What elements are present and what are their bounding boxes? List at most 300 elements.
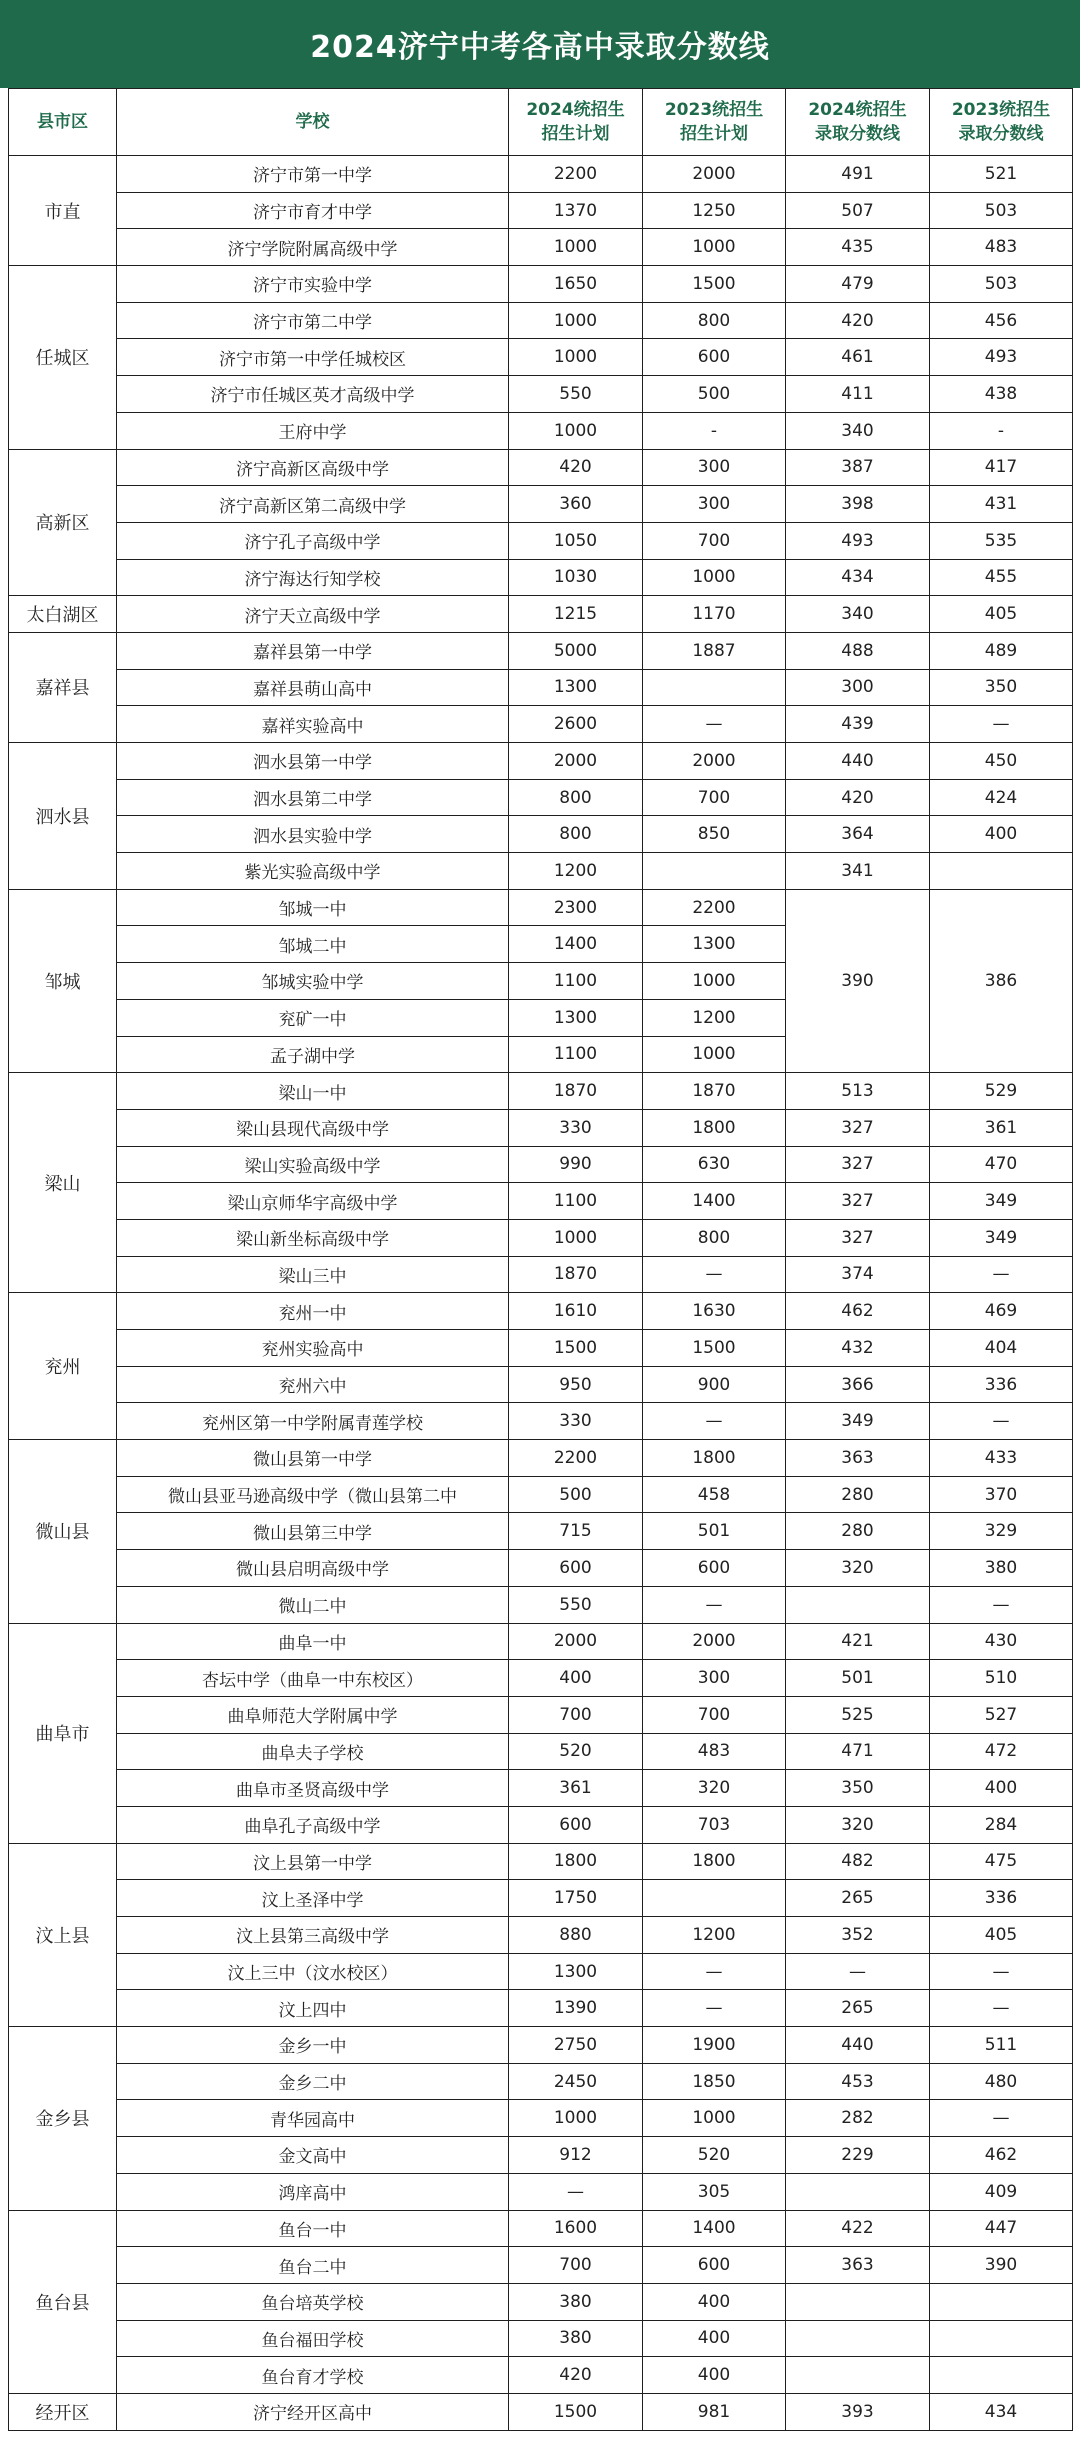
- school-cell: 梁山新坐标高级中学: [117, 1219, 509, 1256]
- header-score-2024: 2024统招生 录取分数线: [786, 89, 930, 156]
- plan-2024-cell: 400: [509, 1660, 643, 1697]
- school-cell: 泗水县第一中学: [117, 743, 509, 780]
- school-cell: 邹城实验中学: [117, 963, 509, 1000]
- plan-2023-cell: 2000: [643, 743, 786, 780]
- county-cell: 任城区: [9, 266, 117, 449]
- table-row: [9, 1696, 1073, 1733]
- table-row: [9, 192, 1073, 229]
- plan-2023-cell: 900: [643, 1366, 786, 1403]
- plan-2023-cell: 1500: [643, 1330, 786, 1367]
- score-2024-cell: 327: [786, 1146, 930, 1183]
- score-2024-cell: 350: [786, 1770, 930, 1807]
- school-cell: 泗水县实验中学: [117, 816, 509, 853]
- plan-2024-cell: 800: [509, 816, 643, 853]
- score-2023-cell: 438: [930, 376, 1073, 413]
- score-2023-cell: 329: [930, 1513, 1073, 1550]
- plan-2023-cell: —: [643, 1586, 786, 1623]
- plan-2023-cell: [643, 1880, 786, 1917]
- school-cell: 汶上三中（汶水校区）: [117, 1953, 509, 1990]
- school-cell: 汶上四中: [117, 1990, 509, 2027]
- plan-2023-cell: 2000: [643, 1623, 786, 1660]
- school-cell: 曲阜夫子学校: [117, 1733, 509, 1770]
- plan-2024-cell: 1500: [509, 2393, 643, 2430]
- score-2023-cell: —: [930, 2100, 1073, 2137]
- score-2023-cell: 450: [930, 743, 1073, 780]
- plan-2023-cell: 400: [643, 2283, 786, 2320]
- table-row: [9, 1917, 1073, 1954]
- plan-2023-cell: 800: [643, 1219, 786, 1256]
- plan-2023-cell: 1000: [643, 1036, 786, 1073]
- score-2024-cell: 363: [786, 1440, 930, 1477]
- table-row: [9, 2100, 1073, 2137]
- table-row: [9, 229, 1073, 266]
- table-row: [9, 1476, 1073, 1513]
- school-cell: 曲阜市圣贤高级中学: [117, 1770, 509, 1807]
- plan-2024-cell: 2450: [509, 2063, 643, 2100]
- school-cell: 金乡一中: [117, 2027, 509, 2064]
- school-cell: 微山二中: [117, 1586, 509, 1623]
- plan-2023-cell: 2000: [643, 156, 786, 193]
- table-body: [9, 156, 1073, 2431]
- score-2023-cell: 510: [930, 1660, 1073, 1697]
- school-cell: 济宁市第一中学任城校区: [117, 339, 509, 376]
- plan-2024-cell: 2000: [509, 743, 643, 780]
- table-row: [9, 1660, 1073, 1697]
- score-2024-cell: 320: [786, 1550, 930, 1587]
- table-row: [9, 1403, 1073, 1440]
- table-row: [9, 376, 1073, 413]
- score-2024-cell: [786, 2357, 930, 2394]
- score-2024-cell: 280: [786, 1513, 930, 1550]
- school-cell: 济宁孔子高级中学: [117, 522, 509, 559]
- table-row: [9, 779, 1073, 816]
- table-row: [9, 1330, 1073, 1367]
- score-2024-cell: 493: [786, 522, 930, 559]
- plan-2024-cell: 1370: [509, 192, 643, 229]
- score-2024-cell: 341: [786, 853, 930, 890]
- score-2024-cell: 393: [786, 2393, 930, 2430]
- plan-2024-cell: 1600: [509, 2210, 643, 2247]
- plan-2024-cell: 1870: [509, 1073, 643, 1110]
- school-cell: 鱼台一中: [117, 2210, 509, 2247]
- table-row: [9, 2357, 1073, 2394]
- plan-2023-cell: —: [643, 1990, 786, 2027]
- score-2024-cell: [786, 2320, 930, 2357]
- table-row: [9, 2137, 1073, 2174]
- school-cell: 微山县亚马逊高级中学（微山县第二中: [117, 1476, 509, 1513]
- table-row: [9, 1440, 1073, 1477]
- plan-2023-cell: 1400: [643, 1183, 786, 1220]
- score-2024-cell: [786, 2283, 930, 2320]
- score-2024-cell: 364: [786, 816, 930, 853]
- table-row: [9, 1586, 1073, 1623]
- county-cell: 经开区: [9, 2393, 117, 2430]
- score-2023-cell: 469: [930, 1293, 1073, 1330]
- school-cell: 微山县第一中学: [117, 1440, 509, 1477]
- table-row: [9, 1806, 1073, 1843]
- score-2024-cell: 300: [786, 669, 930, 706]
- table-row: [9, 2063, 1073, 2100]
- plan-2023-cell: 1170: [643, 596, 786, 633]
- plan-2023-cell: 1000: [643, 2100, 786, 2137]
- score-2024-cell: 280: [786, 1476, 930, 1513]
- county-cell: 市直: [9, 156, 117, 266]
- county-cell: 嘉祥县: [9, 632, 117, 742]
- plan-2023-cell: 1400: [643, 2210, 786, 2247]
- table-row: [9, 266, 1073, 303]
- table-row: [9, 302, 1073, 339]
- plan-2023-cell: 1800: [643, 1440, 786, 1477]
- school-cell: 济宁学院附属高级中学: [117, 229, 509, 266]
- county-cell: 微山县: [9, 1440, 117, 1623]
- county-cell: 太白湖区: [9, 596, 117, 633]
- score-2023-cell: 470: [930, 1146, 1073, 1183]
- table-row: [9, 1513, 1073, 1550]
- page-title: 2024济宁中考各高中录取分数线: [0, 0, 1080, 88]
- score-2023-cell: 409: [930, 2173, 1073, 2210]
- plan-2024-cell: 1100: [509, 1183, 643, 1220]
- plan-2023-cell: 700: [643, 1696, 786, 1733]
- plan-2024-cell: 361: [509, 1770, 643, 1807]
- school-cell: 嘉祥实验高中: [117, 706, 509, 743]
- school-cell: 鱼台二中: [117, 2247, 509, 2284]
- score-2024-cell: 411: [786, 376, 930, 413]
- score-2023-cell: 434: [930, 2393, 1073, 2430]
- score-2023-cell: 405: [930, 1917, 1073, 1954]
- school-cell: 鱼台育才学校: [117, 2357, 509, 2394]
- school-cell: 汶上县第三高级中学: [117, 1917, 509, 1954]
- plan-2024-cell: 2600: [509, 706, 643, 743]
- plan-2024-cell: 1400: [509, 926, 643, 963]
- score-2023-cell: 405: [930, 596, 1073, 633]
- county-cell: 泗水县: [9, 743, 117, 890]
- score-2023-cell: —: [930, 1586, 1073, 1623]
- table-row: [9, 2173, 1073, 2210]
- header-school: 学校: [117, 89, 509, 156]
- plan-2024-cell: 700: [509, 2247, 643, 2284]
- score-2023-cell: [930, 2320, 1073, 2357]
- county-cell: 汶上县: [9, 1843, 117, 2026]
- score-2023-cell: 361: [930, 1109, 1073, 1146]
- plan-2024-cell: 420: [509, 449, 643, 486]
- table-row: [9, 816, 1073, 853]
- table-row: [9, 1219, 1073, 1256]
- plan-2023-cell: -: [643, 412, 786, 449]
- score-2024-cell: 349: [786, 1403, 930, 1440]
- table-row: [9, 632, 1073, 669]
- table-row: [9, 156, 1073, 193]
- plan-2024-cell: 2200: [509, 1440, 643, 1477]
- plan-2024-cell: 800: [509, 779, 643, 816]
- score-2023-cell: 511: [930, 2027, 1073, 2064]
- score-2024-cell: 390: [786, 889, 930, 1072]
- plan-2023-cell: 300: [643, 486, 786, 523]
- plan-2023-cell: 600: [643, 2247, 786, 2284]
- table-row: [9, 669, 1073, 706]
- score-2024-cell: 461: [786, 339, 930, 376]
- school-cell: 青华园高中: [117, 2100, 509, 2137]
- table-row: [9, 412, 1073, 449]
- school-cell: 济宁高新区第二高级中学: [117, 486, 509, 523]
- score-2023-cell: 456: [930, 302, 1073, 339]
- plan-2024-cell: 1200: [509, 853, 643, 890]
- score-2023-cell: 431: [930, 486, 1073, 523]
- score-2024-cell: 422: [786, 2210, 930, 2247]
- score-2024-cell: 374: [786, 1256, 930, 1293]
- table-row: [9, 1880, 1073, 1917]
- plan-2024-cell: 330: [509, 1403, 643, 1440]
- header-row: [9, 89, 1073, 156]
- plan-2023-cell: —: [643, 706, 786, 743]
- score-2023-cell: 424: [930, 779, 1073, 816]
- plan-2023-cell: 520: [643, 2137, 786, 2174]
- school-cell: 兖州区第一中学附属青莲学校: [117, 1403, 509, 1440]
- plan-2024-cell: 990: [509, 1146, 643, 1183]
- plan-2023-cell: [643, 853, 786, 890]
- score-2023-cell: 535: [930, 522, 1073, 559]
- school-cell: 梁山一中: [117, 1073, 509, 1110]
- plan-2023-cell: 1200: [643, 1917, 786, 1954]
- score-2024-cell: 327: [786, 1219, 930, 1256]
- school-cell: 兖矿一中: [117, 999, 509, 1036]
- score-2023-cell: 390: [930, 2247, 1073, 2284]
- score-2023-cell: 284: [930, 1806, 1073, 1843]
- school-cell: 曲阜师范大学附属中学: [117, 1696, 509, 1733]
- table-row: [9, 339, 1073, 376]
- score-2024-cell: 282: [786, 2100, 930, 2137]
- table-row: [9, 2320, 1073, 2357]
- score-2023-cell: [930, 2283, 1073, 2320]
- score-2023-cell: 475: [930, 1843, 1073, 1880]
- plan-2024-cell: —: [509, 2173, 643, 2210]
- score-2024-cell: 482: [786, 1843, 930, 1880]
- plan-2023-cell: 1000: [643, 559, 786, 596]
- plan-2024-cell: 1030: [509, 559, 643, 596]
- plan-2024-cell: 1500: [509, 1330, 643, 1367]
- school-cell: 鱼台培英学校: [117, 2283, 509, 2320]
- plan-2024-cell: 5000: [509, 632, 643, 669]
- school-cell: 汶上圣泽中学: [117, 1880, 509, 1917]
- county-cell: 金乡县: [9, 2027, 117, 2210]
- score-2023-cell: —: [930, 706, 1073, 743]
- score-2023-cell: 400: [930, 1770, 1073, 1807]
- score-2023-cell: 489: [930, 632, 1073, 669]
- score-2023-cell: 404: [930, 1330, 1073, 1367]
- score-2023-cell: 483: [930, 229, 1073, 266]
- school-cell: 梁山县现代高级中学: [117, 1109, 509, 1146]
- plan-2024-cell: 550: [509, 1586, 643, 1623]
- score-2024-cell: 491: [786, 156, 930, 193]
- score-2024-cell: 340: [786, 412, 930, 449]
- table-row: [9, 596, 1073, 633]
- score-2023-cell: [930, 853, 1073, 890]
- school-cell: 金乡二中: [117, 2063, 509, 2100]
- plan-2023-cell: 1200: [643, 999, 786, 1036]
- plan-2023-cell: 1000: [643, 963, 786, 1000]
- school-cell: 济宁市实验中学: [117, 266, 509, 303]
- plan-2024-cell: 380: [509, 2283, 643, 2320]
- plan-2023-cell: 600: [643, 339, 786, 376]
- table-row: [9, 743, 1073, 780]
- plan-2024-cell: 1100: [509, 963, 643, 1000]
- plan-2024-cell: 1000: [509, 1219, 643, 1256]
- school-cell: 王府中学: [117, 412, 509, 449]
- plan-2024-cell: 1300: [509, 669, 643, 706]
- score-2024-cell: 501: [786, 1660, 930, 1697]
- score-2024-cell: 462: [786, 1293, 930, 1330]
- table-row: [9, 853, 1073, 890]
- plan-2023-cell: 1900: [643, 2027, 786, 2064]
- score-2024-cell: 421: [786, 1623, 930, 1660]
- plan-2024-cell: 1870: [509, 1256, 643, 1293]
- plan-2024-cell: 950: [509, 1366, 643, 1403]
- plan-2024-cell: 1300: [509, 999, 643, 1036]
- table-row: [9, 449, 1073, 486]
- score-2023-cell: 386: [930, 889, 1073, 1072]
- score-2023-cell: 349: [930, 1183, 1073, 1220]
- plan-2024-cell: 550: [509, 376, 643, 413]
- school-cell: 济宁高新区高级中学: [117, 449, 509, 486]
- plan-2024-cell: 1300: [509, 1953, 643, 1990]
- plan-2024-cell: 330: [509, 1109, 643, 1146]
- score-2023-cell: 472: [930, 1733, 1073, 1770]
- plan-2023-cell: 1250: [643, 192, 786, 229]
- table-row: [9, 1366, 1073, 1403]
- score-2023-cell: —: [930, 1403, 1073, 1440]
- score-2023-cell: -: [930, 412, 1073, 449]
- plan-2024-cell: 1000: [509, 412, 643, 449]
- plan-2023-cell: 1630: [643, 1293, 786, 1330]
- school-cell: 鸿庠高中: [117, 2173, 509, 2210]
- score-2023-cell: [930, 2357, 1073, 2394]
- score-2023-cell: 493: [930, 339, 1073, 376]
- plan-2024-cell: 700: [509, 1696, 643, 1733]
- score-2023-cell: 400: [930, 816, 1073, 853]
- score-2024-cell: 363: [786, 2247, 930, 2284]
- plan-2024-cell: 880: [509, 1917, 643, 1954]
- plan-2024-cell: 1610: [509, 1293, 643, 1330]
- table-row: [9, 1073, 1073, 1110]
- plan-2023-cell: 1800: [643, 1843, 786, 1880]
- plan-2023-cell: 501: [643, 1513, 786, 1550]
- table-row: [9, 1146, 1073, 1183]
- plan-2024-cell: 1050: [509, 522, 643, 559]
- plan-2023-cell: —: [643, 1403, 786, 1440]
- plan-2024-cell: 420: [509, 2357, 643, 2394]
- plan-2023-cell: 305: [643, 2173, 786, 2210]
- plan-2023-cell: 1870: [643, 1073, 786, 1110]
- score-2024-cell: 453: [786, 2063, 930, 2100]
- score-2024-cell: 471: [786, 1733, 930, 1770]
- school-cell: 梁山三中: [117, 1256, 509, 1293]
- table-row: [9, 486, 1073, 523]
- score-2023-cell: 521: [930, 156, 1073, 193]
- plan-2023-cell: 700: [643, 779, 786, 816]
- score-2023-cell: —: [930, 1953, 1073, 1990]
- score-2023-cell: 336: [930, 1880, 1073, 1917]
- school-cell: 微山县启明高级中学: [117, 1550, 509, 1587]
- school-cell: 嘉祥县第一中学: [117, 632, 509, 669]
- plan-2023-cell: —: [643, 1256, 786, 1293]
- school-cell: 曲阜孔子高级中学: [117, 1806, 509, 1843]
- plan-2024-cell: 380: [509, 2320, 643, 2357]
- plan-2024-cell: 715: [509, 1513, 643, 1550]
- score-2024-cell: 435: [786, 229, 930, 266]
- score-2023-cell: 447: [930, 2210, 1073, 2247]
- score-2023-cell: 336: [930, 1366, 1073, 1403]
- plan-2023-cell: 1800: [643, 1109, 786, 1146]
- table-row: [9, 2027, 1073, 2064]
- plan-2024-cell: 1000: [509, 229, 643, 266]
- plan-2023-cell: 600: [643, 1550, 786, 1587]
- score-2023-cell: 417: [930, 449, 1073, 486]
- plan-2024-cell: 2300: [509, 889, 643, 926]
- plan-2023-cell: 630: [643, 1146, 786, 1183]
- score-2024-cell: 420: [786, 779, 930, 816]
- score-2024-cell: 525: [786, 1696, 930, 1733]
- plan-2023-cell: 1000: [643, 229, 786, 266]
- county-cell: 兖州: [9, 1293, 117, 1440]
- school-cell: 汶上县第一中学: [117, 1843, 509, 1880]
- table-row: [9, 1293, 1073, 1330]
- school-cell: 济宁经开区高中: [117, 2393, 509, 2430]
- plan-2023-cell: —: [643, 1953, 786, 1990]
- county-cell: 曲阜市: [9, 1623, 117, 1843]
- plan-2024-cell: 1750: [509, 1880, 643, 1917]
- plan-2024-cell: 360: [509, 486, 643, 523]
- score-2024-cell: —: [786, 1953, 930, 1990]
- header-score-2023: 2023统招生 录取分数线: [930, 89, 1073, 156]
- score-2024-cell: 327: [786, 1183, 930, 1220]
- plan-2023-cell: 1850: [643, 2063, 786, 2100]
- plan-2023-cell: [643, 669, 786, 706]
- score-2023-cell: 370: [930, 1476, 1073, 1513]
- score-2024-cell: 440: [786, 2027, 930, 2064]
- school-cell: 邹城一中: [117, 889, 509, 926]
- plan-2023-cell: 1887: [643, 632, 786, 669]
- plan-2024-cell: 600: [509, 1550, 643, 1587]
- score-2024-cell: 340: [786, 596, 930, 633]
- plan-2023-cell: 2200: [643, 889, 786, 926]
- table-row: [9, 1733, 1073, 1770]
- score-2024-cell: 440: [786, 743, 930, 780]
- plan-2024-cell: 600: [509, 1806, 643, 1843]
- score-2023-cell: —: [930, 1990, 1073, 2027]
- score-2023-cell: 349: [930, 1219, 1073, 1256]
- plan-2023-cell: 320: [643, 1770, 786, 1807]
- plan-2024-cell: 2750: [509, 2027, 643, 2064]
- score-2023-cell: 455: [930, 559, 1073, 596]
- school-cell: 微山县第三中学: [117, 1513, 509, 1550]
- plan-2023-cell: 1300: [643, 926, 786, 963]
- plan-2024-cell: 2000: [509, 1623, 643, 1660]
- school-cell: 泗水县第二中学: [117, 779, 509, 816]
- score-2024-cell: 265: [786, 1880, 930, 1917]
- table-row: [9, 2283, 1073, 2320]
- school-cell: 梁山京师华宇高级中学: [117, 1183, 509, 1220]
- score-2023-cell: 503: [930, 266, 1073, 303]
- table-row: [9, 1109, 1073, 1146]
- county-cell: 邹城: [9, 889, 117, 1072]
- plan-2023-cell: 300: [643, 449, 786, 486]
- table-row: [9, 1843, 1073, 1880]
- plan-2023-cell: 981: [643, 2393, 786, 2430]
- score-2024-cell: 434: [786, 559, 930, 596]
- score-2023-cell: 350: [930, 669, 1073, 706]
- school-cell: 济宁市任城区英才高级中学: [117, 376, 509, 413]
- plan-2023-cell: 700: [643, 522, 786, 559]
- score-2023-cell: 527: [930, 1696, 1073, 1733]
